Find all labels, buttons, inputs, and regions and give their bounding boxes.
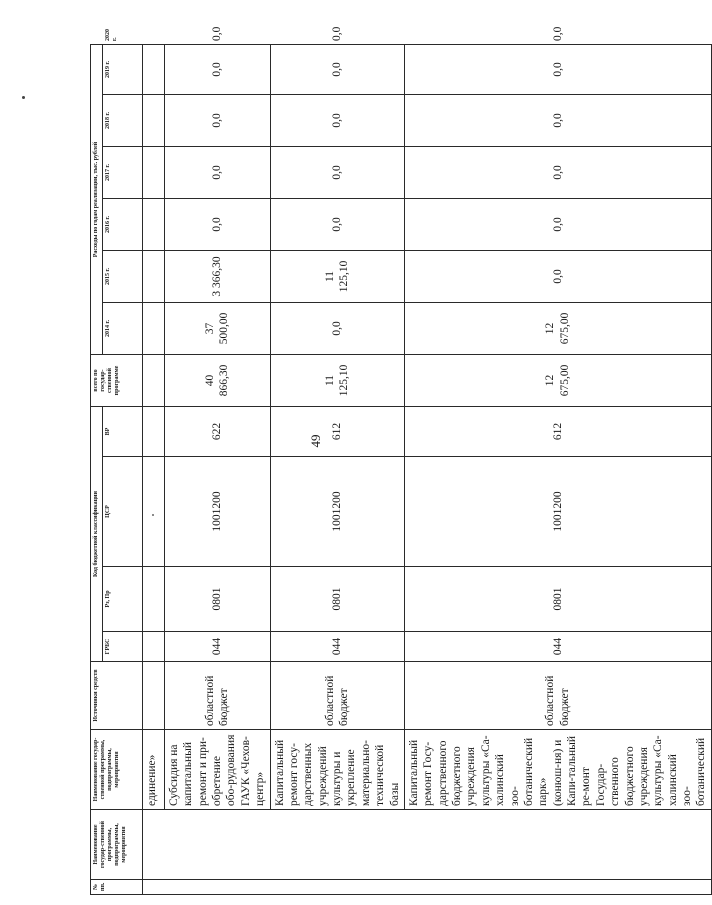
- cell-empty: [142, 94, 164, 146]
- header-year: 2017 г.: [102, 146, 142, 198]
- row-year-2019: 0,0: [270, 44, 404, 94]
- cell-empty: [142, 457, 164, 567]
- continuation-row: [142, 44, 164, 894]
- cell-empty: [142, 567, 164, 632]
- table-row: Субсидия на капитальный ремонт и при-обретение обо-рудования ГАУК «Чехов-центр» областной бюджет 044 0801 1001200 622 40 866,30 37 500,00 3 366,30 0,0 0,0 0,0 0,0 0,0: [164, 44, 270, 894]
- row-source: областной бюджет: [270, 662, 404, 730]
- header-year: 2014 г.: [102, 302, 142, 354]
- row-year-2019: 0,0: [404, 44, 711, 94]
- row-year-2015: 11 125,10: [270, 250, 404, 302]
- row-description: Капитальный ремонт Госу-дарственного бюджетного учреждения культуры «Са-халинский зоо-ботанический парк» (конюш-ня) и Капи-тальный ре-монт Государ-ственного бюджетного учреждения культуры «Са-халинский зоо-ботанический: [404, 730, 711, 810]
- row-rzpr: 0801: [404, 567, 711, 632]
- row-year-2015: 3 366,30: [164, 250, 270, 302]
- row-vr: 612: [270, 406, 404, 456]
- row-csr: 1001200: [404, 457, 711, 567]
- budget-table-container: [90, 26, 708, 895]
- cell-empty: [142, 146, 164, 198]
- header-grbs: ГРБС: [102, 632, 142, 662]
- cell-empty: [142, 44, 164, 94]
- row-source: областной бюджет: [164, 662, 270, 730]
- row-year-2019: 0,0: [164, 44, 270, 94]
- row-year-2015: 0,0: [404, 250, 711, 302]
- row-year-2014: 0,0: [270, 302, 404, 354]
- row-year-2018: 0,0: [270, 94, 404, 146]
- header-program-name-2: Наименование государ-ственной программы, подпрограммы, мероприятия: [91, 730, 143, 810]
- row-year-2018: 0,0: [164, 94, 270, 146]
- table-row: Капитальный ремонт госу-дарственных учреждений культуры и укрепление материально-технической базы областной бюджет 044 0801 1001200 612 11 125,10 0,0 11 125,10 0,0 0,0 0,0 0,0 0,0: [270, 44, 404, 894]
- cell-num: [142, 880, 711, 895]
- cell-empty: [142, 406, 164, 456]
- row-csr: 1001200: [164, 457, 270, 567]
- row-year-2016: 0,0: [164, 198, 270, 250]
- continuation-text: единение»: [142, 730, 164, 810]
- scan-speck: [22, 96, 25, 99]
- header-rzpr: Рз, Пр: [102, 567, 142, 632]
- header-row-2: ГРБС Рз, Пр ЦСР ВР 2014 г. 2015 г. 2016 г. 2017 г. 2018 г. 2019 г. 2020 г.: [102, 44, 142, 894]
- cell-empty: [142, 198, 164, 250]
- page-number: 49: [308, 434, 323, 448]
- cell-empty: [142, 354, 164, 406]
- header-year: 2019 г.: [102, 44, 142, 94]
- header-vr: ВР: [102, 406, 142, 456]
- row-year-2014: 12 675,00: [404, 302, 711, 354]
- row-grbs: 044: [270, 632, 404, 662]
- header-year: 2015 г.: [102, 250, 142, 302]
- row-total: 11 125,10: [270, 354, 404, 406]
- header-total: всего по государ-ственной программе: [91, 354, 143, 406]
- row-total: 40 866,30: [164, 354, 270, 406]
- row-year-2018: 0,0: [404, 94, 711, 146]
- header-budget-code: Код бюджетной классификации: [91, 406, 103, 661]
- cell-empty: [142, 250, 164, 302]
- row-year-2017: 0,0: [164, 146, 270, 198]
- row-year-2016: 0,0: [404, 198, 711, 250]
- row-source: областной бюджет: [404, 662, 711, 730]
- cell-empty: [142, 632, 164, 662]
- row-year-2016: 0,0: [270, 198, 404, 250]
- row-year-2017: 0,0: [270, 146, 404, 198]
- cell-empty: [142, 662, 164, 730]
- row-description: Капитальный ремонт госу-дарственных учреждений культуры и укрепление материально-технической базы: [270, 730, 404, 810]
- row-rzpr: 0801: [164, 567, 270, 632]
- header-expenses: Расходы по годам реализации, тыс. рублей: [91, 44, 103, 354]
- row-grbs: 044: [164, 632, 270, 662]
- row-year-2014: 37 500,00: [164, 302, 270, 354]
- cell-empty: [142, 302, 164, 354]
- header-source: Источники средств: [91, 662, 143, 730]
- table-row: Капитальный ремонт Госу-дарственного бюджетного учреждения культуры «Са-халинский зоо-ботанический парк» (конюш-ня) и Капи-тальный ре-монт Государ-ственного бюджетного учреждения культуры «Са-халинский зоо-ботанический областной бюджет 044 0801 1001200 612 12 675,00 12 675,00 0,0 0,0 0,0 0,0 0,0 0,0: [404, 44, 711, 894]
- row-vr: 612: [404, 406, 711, 456]
- budget-table: [90, 26, 712, 895]
- header-year: 2016 г.: [102, 198, 142, 250]
- cell-program: [142, 810, 711, 880]
- header-row-1: [91, 44, 103, 894]
- header-csr: ЦСР: [102, 457, 142, 567]
- row-total: 12 675,00: [404, 354, 711, 406]
- row-year-2017: 0,0: [404, 146, 711, 198]
- row-vr: 622: [164, 406, 270, 456]
- header-program-name: Наименование государ-ственной программы, подпрограммы, мероприятия: [91, 810, 143, 880]
- row-rzpr: 0801: [270, 567, 404, 632]
- row-grbs: 044: [404, 632, 711, 662]
- header-num: № пп.: [91, 880, 143, 895]
- row-description: Субсидия на капитальный ремонт и при-обретение обо-рудования ГАУК «Чехов-центр»: [164, 730, 270, 810]
- row-csr: 1001200: [270, 457, 404, 567]
- header-year: 2018 г.: [102, 94, 142, 146]
